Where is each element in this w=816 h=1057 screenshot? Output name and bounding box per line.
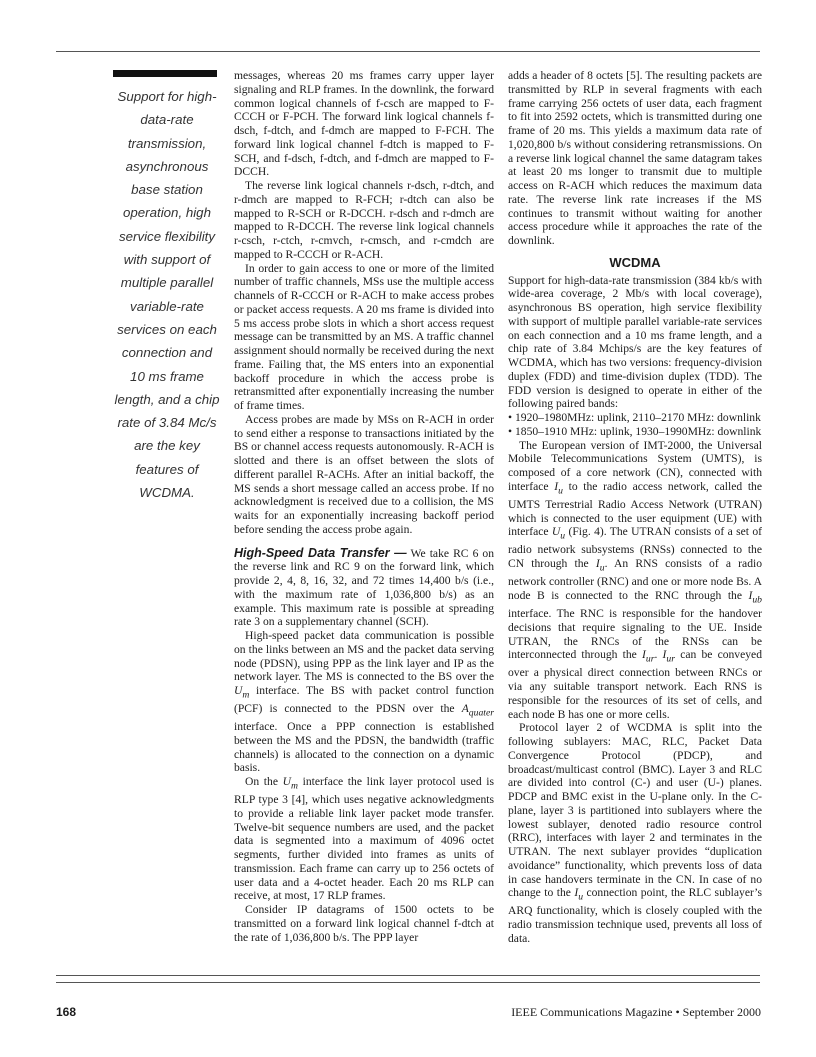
paragraph: Consider IP datagrams of 1500 octets to be transmitted on a forward link logical channel f-dtch at the rate of 1,036,800 b/s. The PPP layer: [234, 903, 494, 944]
paragraph: Access probes are made by MSs on R-ACH in order to send either a response to transactions initiated by the BS or channel access requests autonomously. R-ACH is slotted and there is an offset between the slots of different parallel R-ACHs. After an initial backoff, the MS sends a short message called an access probe. If no acknowledgment is received due to a collision, the MS waits for an exponentially increasing backoff period before sending the access probe again.: [234, 412, 494, 536]
paragraph: The reverse link logical channels r-dsch, r-dtch, and r-dmch are mapped to R-FCH; r-dtch can also be mapped to R-SCH or R-DCCH. r-dsch and r-dmch are mapped to R-DCCH. The reverse link logical channels r-csch, r-ctch, r-cmvch, r-cmsch, and r-cmdch are mapped to R-CCCH or R-ACH.: [234, 179, 494, 261]
column-right: [508, 69, 762, 946]
paragraph: High-Speed Data Transfer — We take RC 6 on the reverse link and RC 9 on the forward link, which provide 2, 4, 8, 16, 32, and 72 times 14,400 b/s (i.e., with the maximum rate of 1,036,800 b/s) as an example. This maximum rate is possible at spreading rate 3 on a supplementary channel (SCH).: [234, 545, 494, 629]
paragraph: On the $U_m$ interface the link layer protocol used is RLP type 3 [4], which uses negative acknowledgments to provide a reliable link layer packet mode transfer. Twelve-bit sequence numbers are used, and the packet data is segmented into a maximum of 4096 octet segments, further divided into frames as units of transmission. Each frame can carry up to 256 octets of user data and a 4-octet header. Each 20 ms RLP can receive, at most, 17 RLP frames.: [234, 775, 494, 903]
pull-quote: Support for high-data-rate transmission, asynchronous base station operation, high service flexibility with support of multiple parallel variable-rate services on each connection and 10 ms frame length, and a chip rate of 3.84 Mc/s are the key features of WCDMA.: [114, 89, 220, 501]
paragraph: Protocol layer 2 of WCDMA is split into the following sublayers: MAC, RLC, Packet Data Convergence Protocol (PDCP), and broadcast/multicast control (BMC). Layer 3 and RLC are divided into control (C-) and user (U-) planes. PDCP and BMC exist in the U-plane only. In the C-plane, layer 3 is partitioned into sublayers where the lowest sublayer, denoted radio resource control (RRC), interfaces with layer 2 and terminates in the UTRAN. The next sublayer provides “duplication avoidance” functionality, which prevents loss of data in case handovers terminate in the CN. In case of no change to the $I_u$ connection point, the RLC sublayer’s ARQ functionality, which is closely coupled with the radio transmission technique used, prevents all loss of data.: [508, 721, 762, 945]
paragraph: messages, whereas 20 ms frames carry upper layer signaling and RLP frames. In the downlink, the forward common logical channels of f-csch are mapped to F-CCCH or F-PCH. The forward link logical channels f-dsch, f-dtch, and f-dmch are mapped to F-FCH. The forward link logical channel f-dtch is mapped to F-SCH, and f-dsch, f-dtch, and f-dmch are mapped to F-DCCH.: [234, 69, 494, 179]
bottom-rule-2: [56, 982, 760, 983]
page-number: 168: [56, 1005, 77, 1019]
sidebar-accent-bar: [113, 70, 217, 77]
list-item: • 1850–1910 MHz: uplink, 1930–1990MHz: downlink: [508, 425, 762, 439]
list-item: • 1920–1980MHz: uplink, 2110–2170 MHz: downlink: [508, 411, 762, 425]
run-in-heading: High-Speed Data Transfer —: [234, 545, 407, 560]
journal-footer: IEEE Communications Magazine • September 2000: [511, 1005, 761, 1019]
paragraph: The European version of IMT-2000, the Universal Mobile Telecommunications System (UMTS), is composed of a core network (CN), connected with interface $I_u$ to the radio access network, called the UMTS Terrestrial Radio Access Network (UTRAN) which is connected to the user equipment (UE) with interface $U_u$ (Fig. 4). The UTRAN consists of a set of radio network subsystems (RNSs) connected to the CN through the $I_u$. An RNS consists of a radio network controller (RNC) and one or more node Bs. A node B is connected to the RNC through the $I_{ub}$ interface. The RNC is responsible for the handover decisions that require signaling to the UE. Inside UTRAN, the RNCs of the RNSs can be interconnected through the $I_{ur}$. $I_{ur}$ can be conveyed over a physical direct connection between RNCs or via any suitable transport network. Each RNS is responsible for the resources of its set of cells, and each node B has one or more cells.: [508, 438, 763, 721]
paragraph: adds a header of 8 octets [5]. The resulting packets are transmitted by RLP in several fragments with each frame carrying 256 octets of user data, each fragment to fit into 2592 octets, which is transmitted during one frame of 20 ms. This yields a maximum data rate of 1,020,800 b/s without considering retransmissions. On a reverse link logical channel the same datagram takes at least 20 ms longer to transmit due to multiple access on R-ACH which reduces the maximum data rate. The reverse link rate increases if the MS continues to transmit without waiting for another access procedure while it approaches the rate of the downlink.: [508, 69, 762, 247]
top-rule: [56, 51, 760, 52]
band-list: [508, 411, 762, 439]
paragraph: Support for high-data-rate transmission (384 kb/s with wide-area coverage, 2 Mb/s with local coverage), asynchronous BS operation, high service flexibility with support of multiple parallel variable-rate services on each connection and a 10 ms frame length, and a chip rate of 3.84 Mchips/s are the key features of WCDMA, which has two versions: frequency-division duplex (FDD) and time-division duplex (TDD). The FDD version is designed to operate in either of the following paired bands:: [508, 273, 762, 411]
bottom-rule: [56, 975, 760, 976]
column-left: [234, 69, 494, 944]
section-heading: WCDMA: [609, 254, 661, 270]
paragraph: In order to gain access to one or more of the limited number of traffic channels, MSs use the multiple access channels of R-CCCH or R-ACH to make access probes or packet access requests. A 20 ms frame is divided into 5 ms access probe slots in which a short access request message can be transmitted by an MS. A traffic channel assignment should normally be received during the next frame. Failing that, the MS enters into an exponential backoff procedure in which the access probe is retransmitted after exponentially increasing the number of frame times.: [234, 261, 494, 412]
paragraph: High-speed packet data communication is possible on the links between an MS and the packet data serving node (PDSN), using PPP as the link layer and IP as the network layer. The MS is connected to the BS over the $U_m$ interface. The BS with packet control function (PCF) is connected to the PDSN over the $A_{quater}$ interface. Once a PPP connection is established between the MS and the PDSN, the bandwidth (traffic channels) is allocated to the connection on a dynamic basis.: [234, 629, 494, 775]
sidebar: [113, 70, 221, 504]
